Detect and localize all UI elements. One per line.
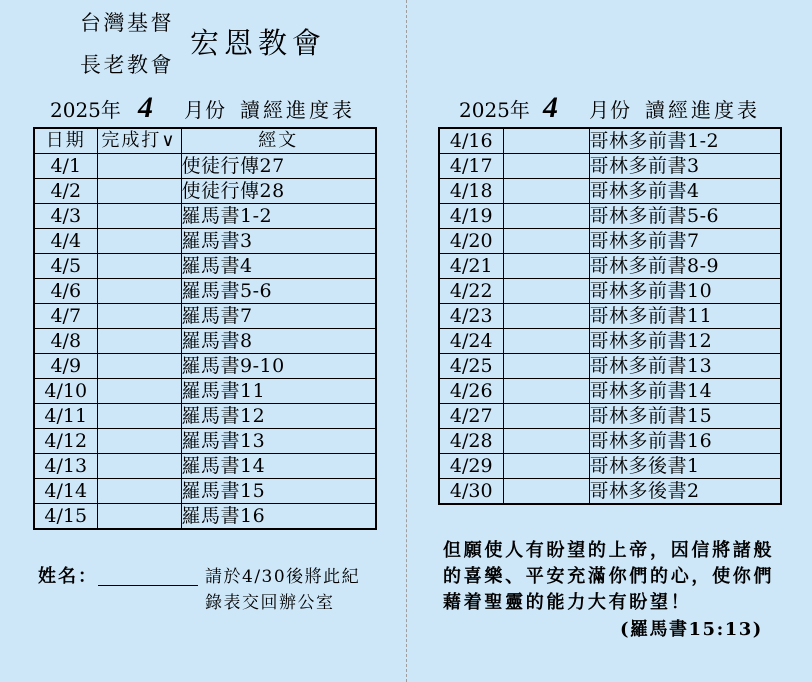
table-row bbox=[439, 254, 781, 279]
table-row bbox=[34, 354, 376, 379]
date-cell: 4/26 bbox=[439, 379, 503, 404]
reading-table-left bbox=[33, 127, 377, 530]
done-cell bbox=[503, 128, 589, 154]
church-denomination-line2: 長老教會 bbox=[80, 53, 174, 77]
passage-cell: 羅馬書12 bbox=[181, 404, 376, 429]
done-cell bbox=[97, 479, 181, 504]
table-row bbox=[34, 304, 376, 329]
done-cell bbox=[503, 479, 589, 505]
name-underline bbox=[98, 585, 198, 586]
date-cell: 4/21 bbox=[439, 254, 503, 279]
passage-cell: 羅馬書4 bbox=[181, 254, 376, 279]
name-label: 姓名： bbox=[38, 566, 98, 587]
passage-cell: 哥林多前書8-9 bbox=[589, 254, 781, 279]
table-row bbox=[439, 128, 781, 154]
passage-cell: 羅馬書8 bbox=[181, 329, 376, 354]
table-row bbox=[34, 179, 376, 204]
table-header-row bbox=[34, 128, 376, 154]
done-cell bbox=[97, 454, 181, 479]
date-cell: 4/24 bbox=[439, 329, 503, 354]
passage-cell: 哥林多前書3 bbox=[589, 154, 781, 179]
table-row bbox=[439, 229, 781, 254]
date-cell: 4/30 bbox=[439, 479, 503, 505]
date-cell: 4/8 bbox=[34, 329, 97, 354]
date-cell: 4/7 bbox=[34, 304, 97, 329]
passage-cell: 羅馬書7 bbox=[181, 304, 376, 329]
done-cell bbox=[503, 179, 589, 204]
date-cell: 4/16 bbox=[439, 128, 503, 154]
table-row bbox=[34, 279, 376, 304]
done-cell bbox=[503, 304, 589, 329]
verse-reference: (羅馬書15:13) bbox=[620, 619, 763, 640]
passage-cell: 使徒行傳27 bbox=[181, 154, 376, 179]
table-row bbox=[439, 479, 781, 505]
passage-cell: 哥林多前書7 bbox=[589, 229, 781, 254]
date-cell: 4/29 bbox=[439, 454, 503, 479]
passage-cell: 羅馬書11 bbox=[181, 379, 376, 404]
passage-cell: 哥林多前書4 bbox=[589, 179, 781, 204]
passage-cell: 哥林多前書15 bbox=[589, 404, 781, 429]
header-date: 日期 bbox=[34, 128, 97, 154]
done-cell bbox=[97, 354, 181, 379]
date-cell: 4/27 bbox=[439, 404, 503, 429]
title-year: 2025年 bbox=[50, 98, 121, 122]
date-cell: 4/12 bbox=[34, 429, 97, 454]
date-cell: 4/5 bbox=[34, 254, 97, 279]
passage-cell: 哥林多前書14 bbox=[589, 379, 781, 404]
passage-cell: 哥林多前書10 bbox=[589, 279, 781, 304]
table-row bbox=[439, 304, 781, 329]
table-row bbox=[34, 479, 376, 504]
table-row bbox=[34, 154, 376, 179]
passage-cell: 哥林多前書5-6 bbox=[589, 204, 781, 229]
right-schedule-title bbox=[0, 0, 812, 130]
passage-cell: 哥林多前書12 bbox=[589, 329, 781, 354]
passage-cell: 羅馬書15 bbox=[181, 479, 376, 504]
date-cell: 4/22 bbox=[439, 279, 503, 304]
title-text: 讀經進度表 bbox=[645, 98, 760, 122]
done-cell bbox=[97, 304, 181, 329]
table-row bbox=[439, 179, 781, 204]
table-row bbox=[439, 404, 781, 429]
table-row bbox=[439, 354, 781, 379]
church-denomination-line1: 台灣基督 bbox=[80, 11, 174, 35]
date-cell: 4/6 bbox=[34, 279, 97, 304]
date-cell: 4/23 bbox=[439, 304, 503, 329]
passage-cell: 羅馬書1-2 bbox=[181, 204, 376, 229]
church-name: 宏恩教會 bbox=[190, 26, 327, 60]
table-row bbox=[34, 329, 376, 354]
passage-cell: 羅馬書16 bbox=[181, 504, 376, 530]
table-row bbox=[34, 379, 376, 404]
header-passage: 經文 bbox=[181, 128, 376, 154]
reading-table-right bbox=[438, 127, 782, 505]
done-cell bbox=[503, 204, 589, 229]
passage-cell: 羅馬書13 bbox=[181, 429, 376, 454]
table-row bbox=[34, 429, 376, 454]
passage-cell: 哥林多後書2 bbox=[589, 479, 781, 505]
title-month-label: 月份 bbox=[184, 98, 226, 122]
date-cell: 4/3 bbox=[34, 204, 97, 229]
done-cell bbox=[97, 179, 181, 204]
title-month-number: 4 bbox=[138, 91, 153, 124]
date-cell: 4/17 bbox=[439, 154, 503, 179]
passage-cell: 羅馬書14 bbox=[181, 454, 376, 479]
date-cell: 4/13 bbox=[34, 454, 97, 479]
done-cell bbox=[97, 404, 181, 429]
instruction-line: 請於4/30後將此紀 bbox=[205, 567, 361, 587]
date-cell: 4/14 bbox=[34, 479, 97, 504]
date-cell: 4/15 bbox=[34, 504, 97, 530]
date-cell: 4/25 bbox=[439, 354, 503, 379]
done-cell bbox=[97, 154, 181, 179]
table-row bbox=[439, 454, 781, 479]
table-row bbox=[34, 404, 376, 429]
title-month-number: 4 bbox=[543, 91, 558, 124]
done-cell bbox=[97, 254, 181, 279]
date-cell: 4/20 bbox=[439, 229, 503, 254]
date-cell: 4/18 bbox=[439, 179, 503, 204]
date-cell: 4/28 bbox=[439, 429, 503, 454]
passage-cell: 羅馬書3 bbox=[181, 229, 376, 254]
done-cell bbox=[97, 229, 181, 254]
verse-line: 藉着聖靈的能力大有盼望！ bbox=[443, 592, 692, 613]
date-cell: 4/4 bbox=[34, 229, 97, 254]
table-row bbox=[34, 454, 376, 479]
table-row bbox=[439, 429, 781, 454]
verse-line: 的喜樂、平安充滿你們的心，使你們 bbox=[443, 566, 775, 587]
instruction-line: 錄表交回辦公室 bbox=[205, 593, 335, 613]
date-cell: 4/9 bbox=[34, 354, 97, 379]
done-cell bbox=[97, 429, 181, 454]
passage-cell: 羅馬書5-6 bbox=[181, 279, 376, 304]
title-month-label: 月份 bbox=[589, 98, 631, 122]
table-row bbox=[34, 254, 376, 279]
passage-cell: 哥林多後書1 bbox=[589, 454, 781, 479]
title-text: 讀經進度表 bbox=[240, 98, 355, 122]
date-cell: 4/19 bbox=[439, 204, 503, 229]
table-row bbox=[439, 154, 781, 179]
date-cell: 4/11 bbox=[34, 404, 97, 429]
table-row bbox=[34, 204, 376, 229]
done-cell bbox=[503, 254, 589, 279]
header-done: 完成打∨ bbox=[97, 128, 181, 154]
done-cell bbox=[97, 329, 181, 354]
table-row bbox=[439, 329, 781, 354]
date-cell: 4/10 bbox=[34, 379, 97, 404]
done-cell bbox=[97, 279, 181, 304]
table-row bbox=[439, 204, 781, 229]
done-cell bbox=[503, 354, 589, 379]
table-row bbox=[439, 379, 781, 404]
verse-line: 但願使人有盼望的上帝，因信將諸般 bbox=[443, 540, 775, 561]
passage-cell: 羅馬書9-10 bbox=[181, 354, 376, 379]
done-cell bbox=[503, 279, 589, 304]
done-cell bbox=[503, 429, 589, 454]
date-cell: 4/2 bbox=[34, 179, 97, 204]
done-cell bbox=[97, 379, 181, 404]
done-cell bbox=[503, 329, 589, 354]
passage-cell: 哥林多前書13 bbox=[589, 354, 781, 379]
table-row bbox=[34, 504, 376, 530]
table-row bbox=[34, 229, 376, 254]
passage-cell: 哥林多前書16 bbox=[589, 429, 781, 454]
done-cell bbox=[97, 504, 181, 530]
passage-cell: 哥林多前書11 bbox=[589, 304, 781, 329]
date-cell: 4/1 bbox=[34, 154, 97, 179]
done-cell bbox=[97, 204, 181, 229]
done-cell bbox=[503, 404, 589, 429]
done-cell bbox=[503, 154, 589, 179]
table-row bbox=[439, 279, 781, 304]
done-cell bbox=[503, 454, 589, 479]
title-year: 2025年 bbox=[459, 98, 530, 122]
passage-cell: 使徒行傳28 bbox=[181, 179, 376, 204]
done-cell bbox=[503, 229, 589, 254]
passage-cell: 哥林多前書1-2 bbox=[589, 128, 781, 154]
done-cell bbox=[503, 379, 589, 404]
